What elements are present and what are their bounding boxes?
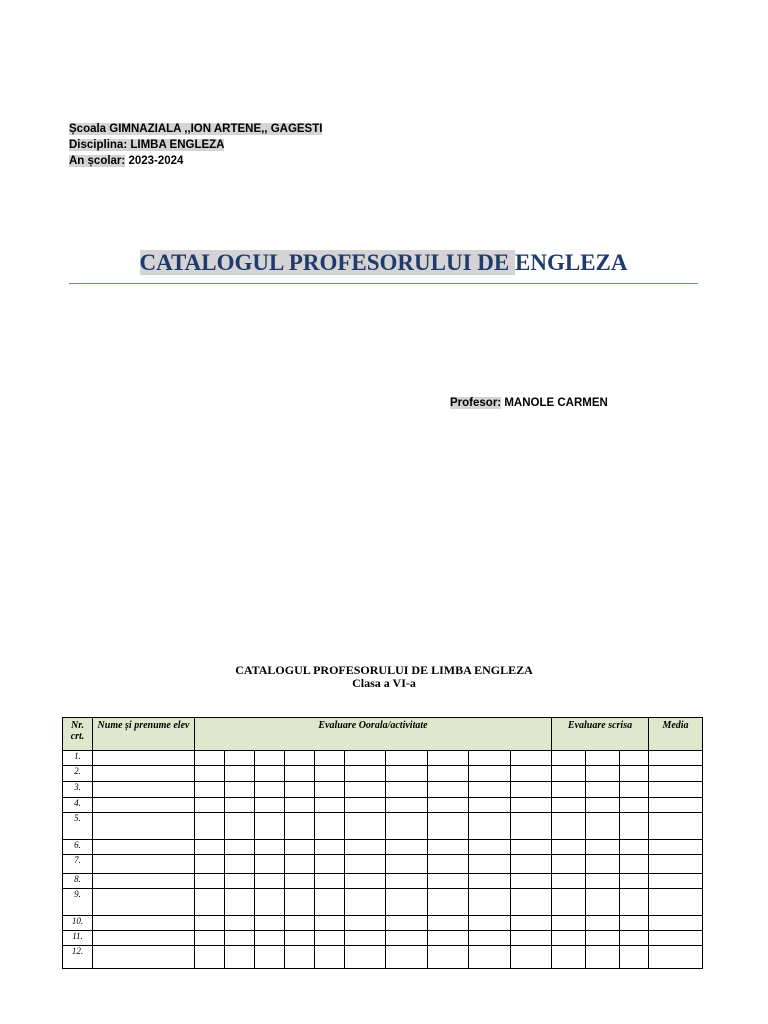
grade-cell[interactable]: [428, 798, 469, 813]
grade-cell[interactable]: [620, 751, 649, 766]
grade-cell[interactable]: [620, 798, 649, 813]
student-name-cell[interactable]: [93, 916, 195, 931]
teacher-label: Profesor:: [450, 397, 502, 409]
grade-cell[interactable]: [255, 751, 285, 766]
grade-cell[interactable]: [428, 916, 469, 931]
grade-cell[interactable]: [386, 931, 428, 946]
grade-cell[interactable]: [552, 874, 586, 889]
grade-cell[interactable]: [511, 766, 552, 782]
grade-cell[interactable]: [586, 874, 620, 889]
grade-cell[interactable]: [195, 840, 225, 855]
student-name-cell[interactable]: [93, 946, 195, 969]
grade-cell[interactable]: [386, 766, 428, 782]
grade-cell[interactable]: [225, 916, 255, 931]
grade-cell[interactable]: [255, 813, 285, 840]
table-row: [63, 813, 703, 840]
grade-cell[interactable]: [195, 813, 225, 840]
teacher-line: [450, 397, 608, 409]
grade-cell[interactable]: [225, 813, 255, 840]
grade-cell[interactable]: [195, 766, 225, 782]
grade-cell[interactable]: [285, 889, 315, 916]
grade-cell[interactable]: [552, 840, 586, 855]
grade-cell[interactable]: [285, 798, 315, 813]
year-label: An școlar:: [69, 155, 126, 167]
grade-cell[interactable]: [469, 751, 511, 766]
grade-cell[interactable]: [428, 782, 469, 798]
year-line: [69, 153, 322, 169]
row-number: 9.: [63, 889, 93, 916]
grade-cell[interactable]: [225, 889, 255, 916]
student-name-cell[interactable]: [93, 766, 195, 782]
grade-cell[interactable]: [255, 782, 285, 798]
grade-cell[interactable]: [345, 889, 386, 916]
grade-cell[interactable]: [225, 840, 255, 855]
grade-cell[interactable]: [469, 916, 511, 931]
grade-cell[interactable]: [195, 751, 225, 766]
grade-cell[interactable]: [620, 855, 649, 874]
grade-cell[interactable]: [345, 874, 386, 889]
col-average-header: Media: [649, 718, 703, 751]
table-header-row: [63, 718, 703, 751]
grade-cell[interactable]: [649, 855, 703, 874]
grade-cell[interactable]: [552, 782, 586, 798]
grade-cell[interactable]: [195, 874, 225, 889]
col-name-header: Nume și prenume elev: [93, 718, 195, 751]
grade-cell[interactable]: [386, 813, 428, 840]
student-name-cell[interactable]: [93, 931, 195, 946]
grade-cell[interactable]: [586, 751, 620, 766]
grade-cell[interactable]: [469, 766, 511, 782]
grade-cell[interactable]: [195, 946, 225, 969]
row-number: 6.: [63, 840, 93, 855]
grade-cell[interactable]: [620, 840, 649, 855]
grade-cell[interactable]: [255, 840, 285, 855]
grade-cell[interactable]: [552, 813, 586, 840]
grade-cell[interactable]: [255, 874, 285, 889]
student-name-cell[interactable]: [93, 874, 195, 889]
grade-cell[interactable]: [225, 751, 255, 766]
grade-cell[interactable]: [225, 874, 255, 889]
grade-cell[interactable]: [552, 931, 586, 946]
grade-cell[interactable]: [386, 782, 428, 798]
grade-cell[interactable]: [620, 874, 649, 889]
grade-cell[interactable]: [511, 874, 552, 889]
grade-cell[interactable]: [345, 813, 386, 840]
grade-cell[interactable]: [469, 855, 511, 874]
grade-cell[interactable]: [552, 889, 586, 916]
student-name-cell[interactable]: [93, 855, 195, 874]
grade-cell[interactable]: [386, 751, 428, 766]
grade-cell[interactable]: [285, 931, 315, 946]
table-row: [63, 874, 703, 889]
grade-cell[interactable]: [649, 889, 703, 916]
table-row: [63, 855, 703, 874]
discipline-line: [69, 137, 322, 153]
grade-cell[interactable]: [225, 782, 255, 798]
table-body: [63, 751, 703, 969]
grade-cell[interactable]: [195, 931, 225, 946]
grade-cell[interactable]: [649, 946, 703, 969]
col-written-header: Evaluare scrisa: [552, 718, 649, 751]
grade-cell[interactable]: [315, 813, 345, 840]
grade-cell[interactable]: [225, 946, 255, 969]
discipline: Disciplina: LIMBA ENGLEZA: [69, 139, 225, 151]
grade-cell[interactable]: [469, 840, 511, 855]
grade-cell[interactable]: [255, 766, 285, 782]
grade-cell[interactable]: [386, 840, 428, 855]
student-name-cell[interactable]: [93, 889, 195, 916]
row-number: 11.: [63, 931, 93, 946]
school-prefix: Școala: [69, 123, 107, 135]
grade-cell[interactable]: [315, 946, 345, 969]
grade-cell[interactable]: [386, 855, 428, 874]
grade-cell[interactable]: [285, 916, 315, 931]
grade-cell[interactable]: [428, 840, 469, 855]
grade-cell[interactable]: [552, 916, 586, 931]
grade-cell[interactable]: [649, 751, 703, 766]
grade-cell[interactable]: [511, 931, 552, 946]
grade-cell[interactable]: [428, 766, 469, 782]
grade-cell[interactable]: [511, 782, 552, 798]
grade-cell[interactable]: [620, 916, 649, 931]
grade-cell[interactable]: [586, 889, 620, 916]
student-name-cell[interactable]: [93, 782, 195, 798]
school-name: GIMNAZIALA ,,ION ARTENE,, GAGESTI: [106, 123, 323, 135]
school-line: [69, 121, 322, 137]
grade-cell[interactable]: [345, 855, 386, 874]
teacher-name: MANOLE CARMEN: [501, 397, 608, 409]
grade-cell[interactable]: [649, 782, 703, 798]
grade-cell[interactable]: [511, 813, 552, 840]
grade-cell[interactable]: [428, 855, 469, 874]
grade-cell[interactable]: [620, 782, 649, 798]
grade-cell[interactable]: [345, 782, 386, 798]
grade-cell[interactable]: [586, 946, 620, 969]
grade-cell[interactable]: [285, 946, 315, 969]
student-name-cell[interactable]: [93, 840, 195, 855]
grade-cell[interactable]: [345, 840, 386, 855]
table-row: [63, 840, 703, 855]
page-title: [69, 248, 698, 284]
grade-cell[interactable]: [469, 931, 511, 946]
grade-cell[interactable]: [315, 782, 345, 798]
grade-cell[interactable]: [511, 946, 552, 969]
grade-cell[interactable]: [315, 840, 345, 855]
grade-cell[interactable]: [285, 766, 315, 782]
student-name-cell[interactable]: [93, 751, 195, 766]
grade-cell[interactable]: [586, 766, 620, 782]
grade-cell[interactable]: [315, 931, 345, 946]
grade-cell[interactable]: [345, 931, 386, 946]
col-oral-header: Evaluare Oorala/activitate: [195, 718, 552, 751]
grade-cell[interactable]: [552, 855, 586, 874]
grade-cell[interactable]: [649, 813, 703, 840]
grade-cell[interactable]: [469, 946, 511, 969]
year-value: 2023-2024: [125, 155, 184, 167]
grade-cell[interactable]: [552, 766, 586, 782]
grade-cell[interactable]: [345, 766, 386, 782]
grade-cell[interactable]: [586, 840, 620, 855]
grade-cell[interactable]: [345, 751, 386, 766]
catalog-title: CATALOGUL PROFESORULUI DE LIMBA ENGLEZA: [235, 663, 533, 677]
grade-cell[interactable]: [195, 855, 225, 874]
col-nr-header: Nr. crt.: [63, 718, 93, 751]
row-number: 3.: [63, 782, 93, 798]
grade-cell[interactable]: [620, 813, 649, 840]
row-number: 4.: [63, 798, 93, 813]
grade-cell[interactable]: [586, 916, 620, 931]
grade-cell[interactable]: [255, 916, 285, 931]
document-header: [69, 121, 322, 169]
grade-cell[interactable]: [285, 751, 315, 766]
grade-cell[interactable]: [386, 916, 428, 931]
grade-cell[interactable]: [649, 840, 703, 855]
grade-cell[interactable]: [649, 874, 703, 889]
title-rest: ENGLEZA: [515, 250, 628, 275]
row-number: 7.: [63, 855, 93, 874]
grade-cell[interactable]: [428, 751, 469, 766]
table-row: [63, 798, 703, 813]
grade-cell[interactable]: [428, 946, 469, 969]
table-row: [63, 751, 703, 766]
grade-cell[interactable]: [649, 916, 703, 931]
grade-cell[interactable]: [315, 874, 345, 889]
grade-cell[interactable]: [469, 889, 511, 916]
grade-cell[interactable]: [315, 916, 345, 931]
grade-cell[interactable]: [511, 840, 552, 855]
grade-cell[interactable]: [315, 889, 345, 916]
table-row: [63, 782, 703, 798]
grade-cell[interactable]: [469, 782, 511, 798]
grade-cell[interactable]: [345, 916, 386, 931]
student-name-cell[interactable]: [93, 813, 195, 840]
grade-cell[interactable]: [285, 782, 315, 798]
grade-cell[interactable]: [285, 874, 315, 889]
grade-cell[interactable]: [428, 931, 469, 946]
title-highlighted: CATALOGUL PROFESORULUI DE: [139, 250, 516, 275]
grade-cell[interactable]: [255, 798, 285, 813]
grade-cell[interactable]: [511, 855, 552, 874]
grade-cell[interactable]: [225, 766, 255, 782]
grade-cell[interactable]: [511, 751, 552, 766]
grade-cell[interactable]: [195, 782, 225, 798]
grade-cell[interactable]: [285, 840, 315, 855]
grade-cell[interactable]: [511, 798, 552, 813]
table-row: [63, 946, 703, 969]
grade-cell[interactable]: [586, 931, 620, 946]
row-number: 2.: [63, 766, 93, 782]
grade-cell[interactable]: [225, 931, 255, 946]
grade-cell[interactable]: [315, 855, 345, 874]
grade-cell[interactable]: [255, 855, 285, 874]
grade-cell[interactable]: [469, 798, 511, 813]
grade-cell[interactable]: [469, 874, 511, 889]
grade-cell[interactable]: [586, 798, 620, 813]
grade-cell[interactable]: [345, 946, 386, 969]
grade-cell[interactable]: [315, 766, 345, 782]
grade-cell[interactable]: [620, 946, 649, 969]
grade-cell[interactable]: [386, 874, 428, 889]
grade-cell[interactable]: [195, 889, 225, 916]
grade-cell[interactable]: [620, 931, 649, 946]
grade-cell[interactable]: [586, 855, 620, 874]
row-number: 5.: [63, 813, 93, 840]
grade-cell[interactable]: [255, 931, 285, 946]
grade-cell[interactable]: [552, 798, 586, 813]
grade-cell[interactable]: [586, 813, 620, 840]
grade-cell[interactable]: [428, 889, 469, 916]
grade-cell[interactable]: [469, 813, 511, 840]
grade-cell[interactable]: [195, 798, 225, 813]
grade-cell[interactable]: [386, 889, 428, 916]
grade-cell[interactable]: [511, 889, 552, 916]
grade-cell[interactable]: [315, 798, 345, 813]
row-number: 10.: [63, 916, 93, 931]
row-number: 12.: [63, 946, 93, 969]
grade-cell[interactable]: [428, 813, 469, 840]
row-number: 8.: [63, 874, 93, 889]
grade-cell[interactable]: [511, 916, 552, 931]
grade-cell[interactable]: [552, 946, 586, 969]
grade-cell[interactable]: [620, 889, 649, 916]
grade-cell[interactable]: [195, 916, 225, 931]
grade-cell[interactable]: [386, 946, 428, 969]
catalog-class: Clasa a VI-a: [352, 676, 416, 690]
student-name-cell[interactable]: [93, 798, 195, 813]
table-row: [63, 766, 703, 782]
grade-cell[interactable]: [285, 813, 315, 840]
grade-cell[interactable]: [649, 766, 703, 782]
table-row: [63, 916, 703, 931]
grade-cell[interactable]: [620, 766, 649, 782]
grade-cell[interactable]: [315, 751, 345, 766]
grade-cell[interactable]: [255, 889, 285, 916]
grade-cell[interactable]: [255, 946, 285, 969]
grade-cell[interactable]: [552, 751, 586, 766]
grade-cell[interactable]: [649, 931, 703, 946]
grade-cell[interactable]: [285, 855, 315, 874]
row-number: 1.: [63, 751, 93, 766]
grade-cell[interactable]: [386, 798, 428, 813]
grade-cell[interactable]: [225, 798, 255, 813]
table-row: [63, 931, 703, 946]
grade-cell[interactable]: [586, 782, 620, 798]
table-row: [63, 889, 703, 916]
grade-cell[interactable]: [428, 874, 469, 889]
grade-cell[interactable]: [649, 798, 703, 813]
grade-table: [62, 717, 703, 969]
grade-cell[interactable]: [345, 798, 386, 813]
grade-cell[interactable]: [225, 855, 255, 874]
